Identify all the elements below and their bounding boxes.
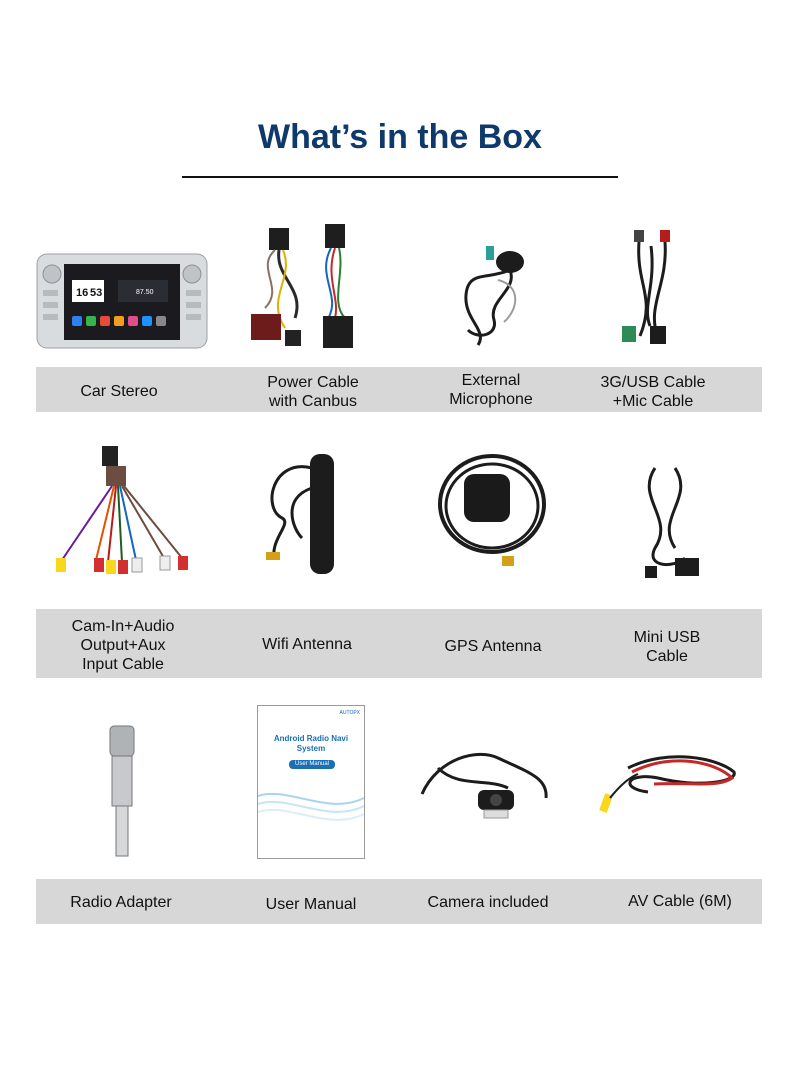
title-divider: [182, 176, 618, 178]
radio-adapter-image: [104, 722, 140, 860]
camera-image: [418, 738, 554, 824]
item-label-usb-cable: 3G/USB Cable +Mic Cable: [600, 374, 706, 410]
screen-hour: 16: [76, 287, 89, 299]
item-label-rca-cable: Cam-In+Audio Output+Aux Input Cable: [71, 618, 175, 673]
item-label-mini-usb-cable: Mini USB Cable: [633, 629, 701, 665]
manual-title: Android Radio Navi System: [273, 734, 349, 753]
manual-brand: AUTOPX: [339, 710, 360, 716]
mini-usb-cable-image: [635, 458, 705, 584]
page-title: What’s in the Box: [258, 118, 542, 156]
gps-antenna-image: [434, 446, 552, 574]
usb-cable-image: [616, 226, 686, 350]
item-label-wifi-antenna: Wifi Antenna: [262, 636, 352, 653]
car-stereo-image: [36, 252, 208, 350]
item-label-user-manual: User Manual: [265, 896, 357, 913]
item-label-power-cable: Power Cable with Canbus: [267, 374, 359, 410]
item-label-gps-antenna: GPS Antenna: [444, 638, 542, 655]
manual-badge: User Manual: [289, 760, 335, 769]
item-label-camera: Camera included: [427, 894, 549, 911]
item-label-external-microphone: External Microphone: [449, 372, 533, 408]
item-label-av-cable: AV Cable (6M): [628, 893, 732, 910]
wifi-antenna-image: [262, 448, 342, 580]
screen-radio: 87.50: [136, 289, 154, 296]
power-cable-image: [245, 218, 365, 354]
rca-cable-image: [50, 440, 196, 586]
microphone-image: [448, 240, 534, 350]
user-manual-image: [257, 705, 365, 859]
item-label-car-stereo: Car Stereo: [80, 383, 158, 400]
item-label-radio-adapter: Radio Adapter: [70, 894, 172, 911]
av-cable-image: [598, 748, 740, 830]
manual-wave-graphic: [258, 706, 364, 858]
screen-minute: 53: [90, 287, 103, 299]
